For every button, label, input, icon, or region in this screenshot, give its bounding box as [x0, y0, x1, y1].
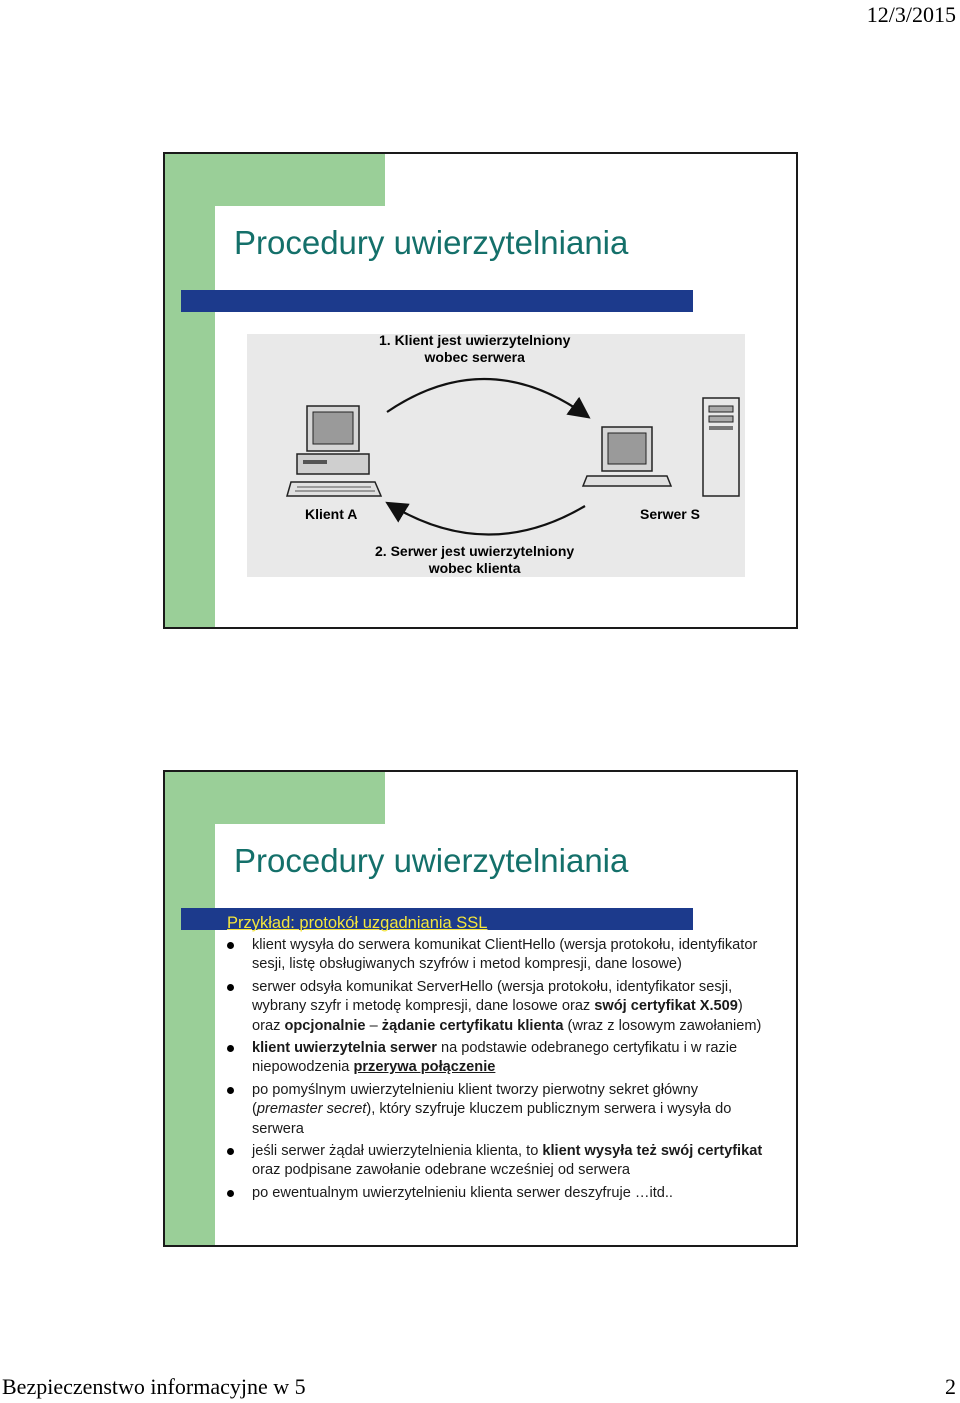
ssl-diagram	[247, 334, 745, 577]
step2-label-line1: 2. Serwer jest uwierzytelniony	[375, 543, 575, 559]
bullet-text: swój certyfikat X.509	[594, 998, 738, 1015]
bullet-text: klient wysyła też swój certyfikat	[542, 1143, 763, 1160]
bullet-text: żądanie certyfikatu klienta	[381, 1017, 564, 1034]
bullet-dot-icon	[227, 1087, 234, 1094]
bullet-item	[223, 1142, 768, 1181]
bullet-item	[223, 1081, 768, 1139]
page-date: 12/3/2015	[866, 2, 956, 27]
bullet-text: premaster secret	[256, 1101, 367, 1118]
bullet-text: ), który szyfruje kluczem publicznym serwera i wysyła do serwera	[252, 1101, 732, 1137]
client-computer-icon	[287, 406, 381, 496]
diagram-graphics	[247, 334, 745, 577]
step1-label-line1: 1. Klient jest uwierzytelniony	[379, 334, 571, 348]
slide-title: Procedury uwierzytelniania	[234, 842, 629, 879]
bullet-item	[223, 1184, 768, 1203]
bullet-text: klient wysyła do serwera komunikat ClientHello (wersja protokołu, identyfikator sesji, listę obsługiwanych szyfrów i metod kompresji, dane losowe)	[252, 937, 758, 973]
bullet-text: ) oraz	[252, 998, 743, 1034]
bullet-dot-icon	[227, 1045, 234, 1052]
footer-page-number: 2	[945, 1374, 956, 1399]
step2-label-line2: wobec klienta	[428, 560, 521, 576]
bullet-text: po pomyślnym uwierzytelnieniu klient tworzy pierwotny sekret główny (	[252, 1081, 699, 1118]
client-label: Klient A	[305, 506, 358, 522]
bullet-text: klient uwierzytelnia serwer	[252, 1040, 437, 1057]
bullet-dot-icon	[227, 984, 234, 991]
slide-accent-top	[165, 772, 385, 824]
bullet-text: przerywa połączenie	[353, 1059, 496, 1076]
footer-course-title: Bezpieczenstwo informacyjne w 5	[2, 1374, 306, 1399]
slide-accent-side	[165, 154, 215, 627]
bullet-item	[223, 936, 768, 975]
slide-accent-top	[165, 154, 385, 206]
bullet-text: (wraz z losowym zawołaniem)	[563, 1017, 762, 1034]
bullet-text: po ewentualnym uwierzytelnieniu klienta serwer deszyfruje …itd..	[252, 1184, 673, 1201]
slide-subtitle: Przykład: protokół uzgadniania SSL	[227, 914, 488, 932]
slide-accent-side	[165, 772, 215, 1245]
bullet-item	[223, 1039, 768, 1078]
bullet-dot-icon	[227, 1190, 234, 1197]
slide-2	[163, 770, 798, 1247]
server-computer-icon	[583, 398, 739, 496]
arrow-client-to-server	[387, 379, 587, 416]
arrow-server-to-client	[389, 504, 585, 535]
slide-title: Procedury uwierzytelniania	[234, 224, 629, 261]
slide-1	[163, 152, 798, 629]
step1-label-line2: wobec serwera	[424, 349, 525, 365]
bullet-text: na podstawie odebranego certyfikatu i w razie niepowodzenia	[252, 1040, 738, 1076]
bullet-dot-icon	[227, 942, 234, 949]
bullet-list	[223, 936, 768, 1206]
bullet-text: opcjonalnie	[284, 1017, 366, 1034]
server-label: Serwer S	[640, 506, 700, 522]
bullet-text: jeśli serwer żądał uwierzytelnienia klienta, to	[252, 1143, 543, 1160]
bullet-text: –	[365, 1017, 382, 1034]
bullet-text: serwer odsyła komunikat ServerHello (wersja protokołu, identyfikator sesji, wybrany szyfr i metodę kompresji, dane losowe oraz	[252, 978, 733, 1015]
title-underline-bar	[181, 290, 693, 312]
bullet-dot-icon	[227, 1148, 234, 1155]
bullet-text: oraz podpisane zawołanie odebrane wcześniej od serwera	[252, 1162, 631, 1179]
bullet-item	[223, 978, 768, 1036]
